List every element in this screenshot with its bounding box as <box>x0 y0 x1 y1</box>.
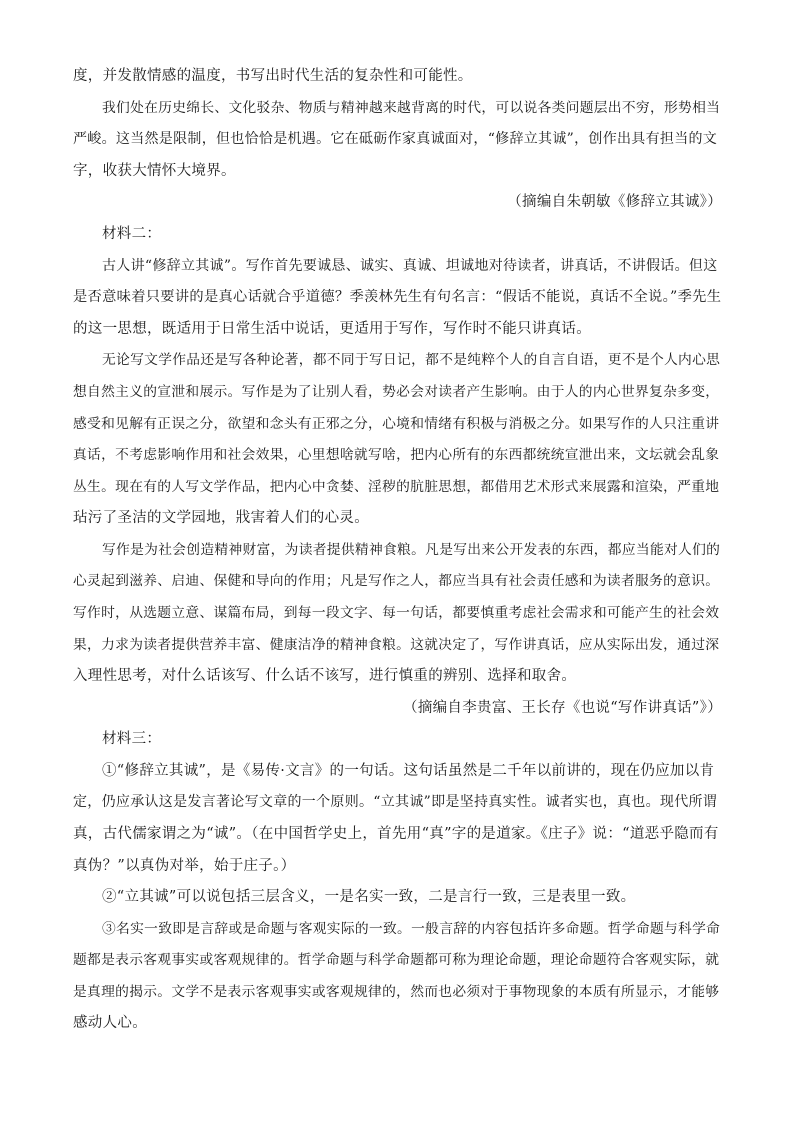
section-heading: 材料三： <box>102 731 162 747</box>
text-line: 感受和见解有正误之分，欲望和念头有正邪之分，心境和情绪有积极与消极之分。如果写作的人只注重讲 <box>73 416 720 432</box>
text-line: 真，古代儒家谓之为“诚”。（在中国哲学史上，首先用“真”字的是道家。《庄子》说：“道恶乎隐而有 <box>73 826 719 842</box>
text-line: 是否意味着只要讲的是真心话就合乎道德？季羡林先生有句名言：“假话不能说，真话不全说。”季先生 <box>73 289 722 305</box>
text-line: 严峻。这当然是限制，但也恰恰是机遇。它在砥砺作家真诚面对，“修辞立其诚”，创作出具有担当的文 <box>73 131 718 147</box>
text-line: 丛生。现在有的人写文学作品，把内心中贪婪、淫秽的肮脏思想，都借用艺术形式来展露和渲染，严重地 <box>73 479 720 495</box>
text-line: 我们处在历史绵长、文化驳杂、物质与精神越来越背离的时代，可以说各类问题层出不穷，形势相当 <box>102 100 721 116</box>
text-line: 写作是为社会创造精神财富，为读者提供精神食粮。凡是写出来公开发表的东西，都应当能对人们的 <box>102 542 721 558</box>
text-line: 想自然主义的宣泄和展示。写作是为了让别人看，势必会对读者产生影响。由于人的内心世界复杂多变， <box>73 384 720 400</box>
text-line: 入理性思考，对什么话该写、什么话不该写，进行慎重的辨别、选择和取舍。 <box>73 668 577 684</box>
text-line: 度，并发散情感的温度，书写出时代生活的复杂性和可能性。 <box>73 68 473 84</box>
text-line: 字，收获大情怀大境界。 <box>73 163 236 179</box>
text-line: ②“立其诚”可以说包括三层含义，一是名实一致，二是言行一致，三是表里一致。 <box>102 889 636 905</box>
text-line: 真伪？”以真伪对举，始于庄子。） <box>73 858 296 874</box>
text-line: 定，仍应承认这是发言著论写文章的一个原则。“立其诚”即是坚持真实性。诚者实也，真也。现代所谓 <box>73 794 718 810</box>
text-line: 感动人心。 <box>73 1015 147 1031</box>
text-line: ③名实一致即是言辞或是命题与客观实际的一致。一般言辞的内容包括许多命题。哲学命题与科学命 <box>102 921 721 937</box>
text-line: ①“修辞立其诚”，是《易传·文言》的一句话。这句话虽然是二千年以前讲的，现在仍应加以肯 <box>102 763 715 779</box>
section-heading: 材料二： <box>102 226 162 242</box>
text-line: 玷污了圣洁的文学园地，戕害着人们的心灵。 <box>73 510 369 526</box>
text-line: 无论写文学作品还是写各种论著，都不同于写日记，都不是纯粹个人的自言自语，更不是个人内心思 <box>102 352 721 368</box>
source-citation: （摘编自朱朝敏《修辞立其诚》） <box>507 194 722 210</box>
text-line: 题都是表示客观事实或客观规律的。哲学命题与科学命题都可称为理论命题，理论命题符合客观实际，就 <box>73 952 720 968</box>
source-citation: （摘编自李贵富、王长存《也说“写作讲真话”》） <box>403 700 722 716</box>
text-line: 写作时，从选题立意、谋篇布局，到每一段文字、每一句话，都要慎重考虑社会需求和可能产生的社会效 <box>73 605 720 621</box>
text-line: 果，力求为读者提供营养丰富、健康洁净的精神食粮。这就决定了，写作讲真话，应从实际出发，通过深 <box>73 637 720 653</box>
text-line: 的这一思想，既适用于日常生活中说话，更适用于写作，写作时不能只讲真话。 <box>73 321 591 337</box>
text-line: 心灵起到滋养、启迪、保健和导向的作用；凡是写作之人，都应当具有社会责任感和为读者服务的意识。 <box>73 573 720 589</box>
text-line: 真话，不考虑影响作用和社会效果，心里想啥就写啥，把内心所有的东西都统统宣泄出来，文坛就会乱象 <box>73 447 720 463</box>
text-line: 古人讲“修辞立其诚”。写作首先要诚恳、诚实、真诚、坦诚地对待读者，讲真话，不讲假话。但这 <box>102 258 718 274</box>
text-line: 是真理的揭示。文学不是表示客观事实或客观规律的，然而也必须对于事物现象的本质有所显示，才能够 <box>73 984 720 1000</box>
